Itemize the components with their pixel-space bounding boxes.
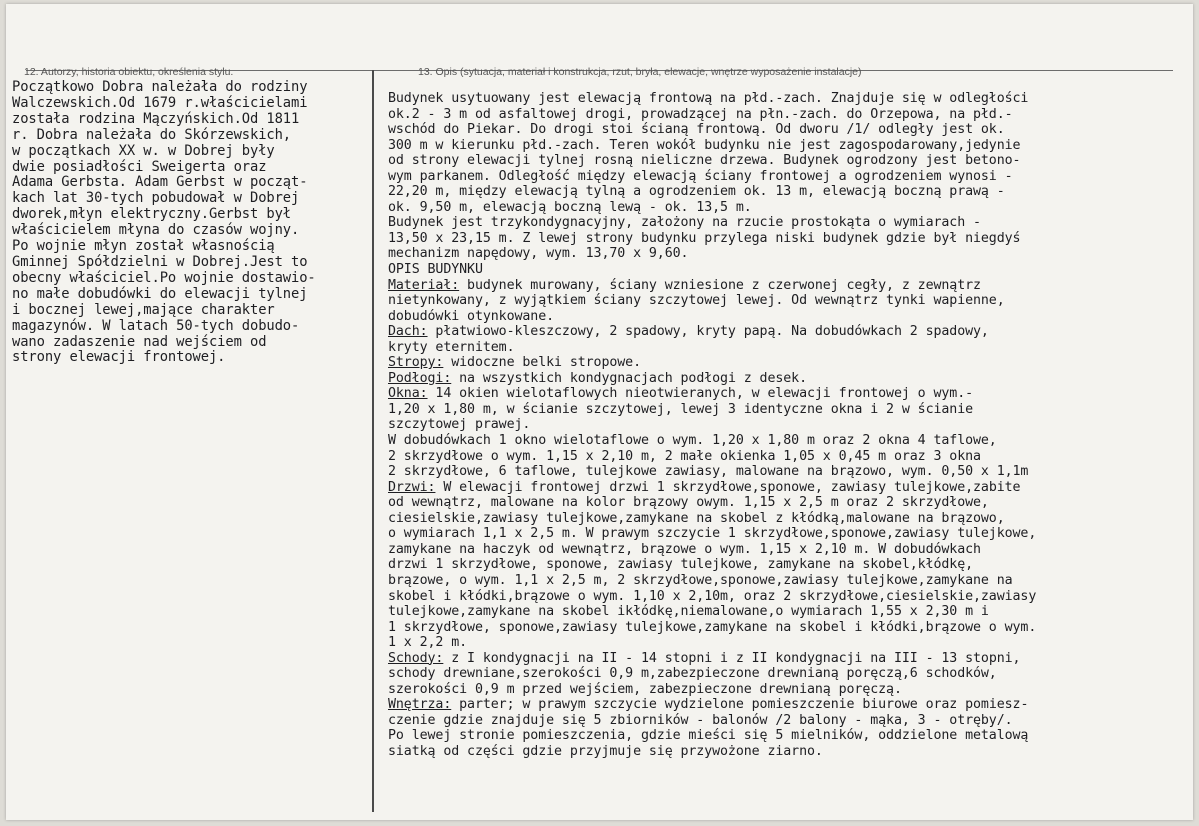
section-text-doors: W elewacji frontowej drzwi 1 skrzydłowe,sponowe, zawiasy tulejkowe,zabite od wewnątrz, malowane na kolor brązowy owym. 1,15 x 2,5 m oraz 2 skrzydłowe, ciesielskie,zawiasy tulejkowe,zamykane na skobel z kłódką,malowane na brązowo, o wymiarach 1,1 x 2,5 m. W prawym szczycie 1 skrzydłowe,sponowe,zawiasy tulejkowe, zamykane na haczyk od wewnątrz, brązowe o wym. 1,15 x 2,10 m. W dobudówkach drzwi 1 skrzydłowe, sponowe, zawiasy tulejkowe, zamykane na skobel,kłódkę, brązowe, o wym. 1,1 x 2,5 m, 2 skrzydłowe,sponowe,zawiasy tulejkowe,zamykane na skobel i kłódki,brązowe o wym. 1,10 x 2,10m, oraz 2 skrzydłowe,ciesielskie,zawiasy tulejkowe,zamykane na skobel ikłódkę,niemalowane,o wymiarach 1,55 x 2,30 m i 1 skrzydłowe, sponowe,zawiasy tulejkowe,zamykane na skobel i kłódki,brązowe o wym. 1 x 2,2 m.	[388, 479, 1037, 651]
section-label-ceilings: Stropy:	[388, 355, 444, 371]
section-label-windows: Okna:	[388, 386, 428, 402]
section-text-interiors: parter; w prawym szczycie wydzielone pomieszczenie biurowe oraz pomiesz- czenie gdzie znajduje się 5 zbiorników - balonów /2 balony - mąka, 3 - otręby/. Po lewej stronie pomieszczenia, gdzie mieści się 5 mielników, oddzielone metalową siatką od części gdzie przyjmuje się przywożone ziarno.	[388, 697, 1029, 759]
section-label-roof: Dach:	[388, 324, 428, 340]
section-label-material: Materiał:	[388, 277, 460, 293]
section-text-material: budynek murowany, ściany wzniesione z czerwonej cegły, z zewnątrz nietynkowany, z wyjątkiem ściany szczytowej lewej. Od wewnątrz tynki wapienne, dobudówki otynkowane.	[388, 277, 1005, 324]
section-label-stairs: Schody:	[388, 650, 444, 666]
section-label-floors: Podłogi:	[388, 370, 452, 386]
section-text-roof: płatwiowo-kleszczowy, 2 spadowy, kryty papą. Na dobudówkach 2 spadowy, kryty eternitem.	[388, 324, 989, 355]
left-column-header: 12. Autorzy, historia obiektu, określenia stylu.	[24, 66, 234, 78]
right-column-header: 13. Opis (sytuacja, materiał i konstrukcja, rzut, bryła, elewacje, wnętrze wyposażenie instalacje)	[418, 66, 862, 78]
section-label-interiors: Wnętrza:	[388, 697, 452, 713]
section-label-doors: Drzwi:	[388, 479, 436, 495]
section-text-floors: na wszystkich kondygnacjach podłogi z desek.	[451, 370, 807, 386]
column-divider	[372, 70, 374, 812]
section-text-windows: 14 okien wielotaflowych nieotwieranych, w elewacji frontowej o wym.- 1,20 x 1,80 m, w ścianie szczytowej, lewej 3 identyczne okna i 2 w ścianie szczytowej prawej. W dobudówkach 1 okno wielotaflowe o wym. 1,20 x 1,80 m oraz 2 okna 4 taflowe, 2 skrzydłowe o wym. 1,15 x 2,10 m, 2 małe okienka 1,05 x 0,45 m oraz 3 okna 2 skrzydłowe, 6 taflowe, tulejkowe zawiasy, malowane na brązowo, wym. 0,50 x 1,1m	[388, 386, 1029, 480]
section-text-stairs: z I kondygnacji na II - 14 stopni i z II kondygnacji na III - 13 stopni, schody drewniane,szerokości 0,9 m,zabezpieczone drewnianą poręczą,6 schodków, szerokości 0,9 m przed wejściem, zabezpieczone drewnianą poręczą.	[388, 650, 1021, 697]
description-text	[388, 91, 1036, 760]
description-intro: Budynek usytuowany jest elewacją frontową na płd.-zach. Znajduje się w odległości ok.2 - 3 m od asfaltowej drogi, prowadzącej na płn.-zach. do Orzepowa, na płd.- wschód do Piekar. Do drogi stoi ścianą frontową. Od dworu /1/ odległy jest ok. 300 m w kierunku płd.-zach. Teren wokół budynku nie jest zagospodarowany,jedynie od strony elewacji tylnej rosną nieliczne drzewa. Budynek ogrodzony jest betono- wym parkanem. Odległość między elewacją ściany frontowej a ogrodzeniem wynosi - 22,20 m, między elewacją tylną a ogrodzeniem ok. 13 m, elewacją boczną prawą - ok. 9,50 m, elewacją boczną lewą - ok. 13,5 m. Budynek jest trzykondygnacyjny, założony na rzucie prostokąta o wymiarach - 13,50 x 23,15 m. Z lewej strony budynku przylega niski budynek gdzie był niegdyś mechanizm napędowy, wym. 13,70 x 9,60. OPIS BUDYNKU	[388, 91, 1029, 278]
history-text: Początkowo Dobra należała do rodziny Walczewskich.Od 1679 r.właścicielami została rodzina Mączyńskich.Od 1811 r. Dobra należała do Skórzewskich, w początkach XX w. w Dobrej były dwie posiadłości Sweigerta oraz Adama Gerbsta. Adam Gerbst w począt- kach lat 30-tych pobudował w Dobrej dworek,młyn elektryczny.Gerbst był właścicielem młyna do czasów wojny. Po wojnie młyn został własnością Gminnej Spółdzielni w Dobrej.Jest to obecny właściciel.Po wojnie dostawio- no małe dobudówki do elewacji tylnej i bocznej lewej,mające charakter magazynów. W latach 50-tych dobudo- wano zadaszenie nad wejściem od strony elewacji frontowej.	[12, 79, 316, 366]
section-text-ceilings: widoczne belki stropowe.	[443, 355, 641, 371]
